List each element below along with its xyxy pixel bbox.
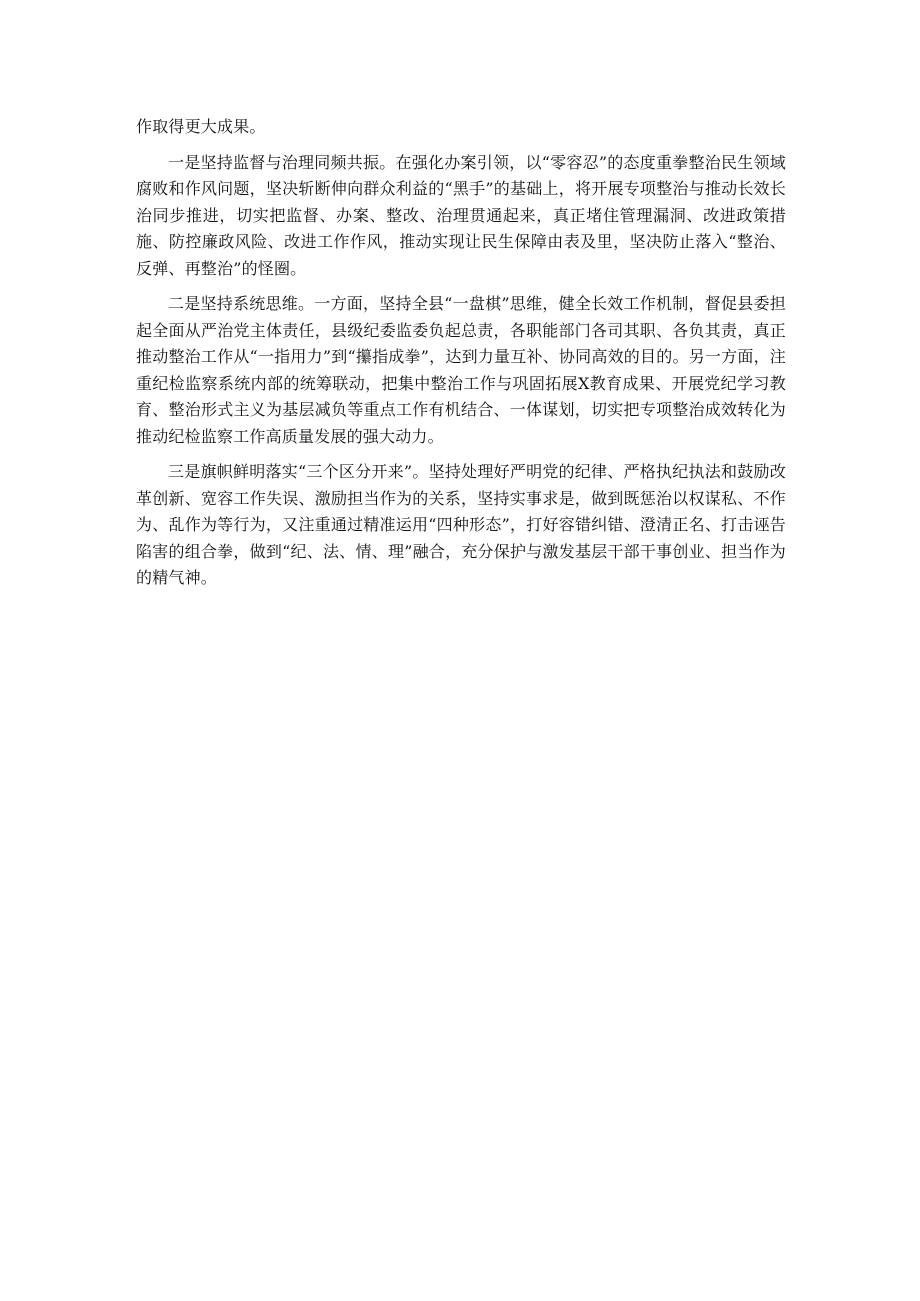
paragraph-continuation: 作取得更大成果。 [136,117,266,136]
paragraph-supervision-governance: 一是坚持监督与治理同频共振。在强化办案引领，以“零容忍”的态度重拳整治民生领域腐败和作风问题，坚决斩断伸向群众利益的“黑手”的基础上，将开展专项整治与推动长效长治同步推进，切实把监督、办案、整改、治理贯通起来，真正堵住管理漏洞、改进政策措施、防控廉政风险、改进工作作风，推动实现让民生保障由表及里，坚决防止落入“整治、反弹、再整治”的怪圈。 [136,152,786,278]
document-body [136,114,786,601]
paragraph-three-distinctions: 三是旗帜鲜明落实“三个区分开来”。坚持处理好严明党的纪律、严格执纪执法和鼓励改革创新、宽容工作失误、激励担当作为的关系，坚持实事求是，做到既惩治以权谋私、不作为、乱作为等行为，又注重通过精准运用“四种形态”，打好容错纠错、澄清正名、打击诬告陷害的组合拳，做到“纪、法、情、理”融合，充分保护与激发基层干部干事创业、担当作为的精气神。 [136,462,786,587]
paragraph-systems-thinking: 二是坚持系统思维。一方面，坚持全县“一盘棋”思维，健全长效工作机制，督促县委担起全面从严治党主体责任，县级纪委监委负起总责，各职能部门各司其职、各负其责，真正推动整治工作从“一指用力”到“攥指成拳”，达到力量互补、协同高效的目的。另一方面，注重纪检监察系统内部的统筹联动，把集中整治工作与巩固拓展X教育成果、开展党纪学习教育、整治形式主义为基层减负等重点工作有机结合、一体谋划，切实把专项整治成效转化为推动纪检监察工作高质量发展的强大动力。 [136,294,786,446]
